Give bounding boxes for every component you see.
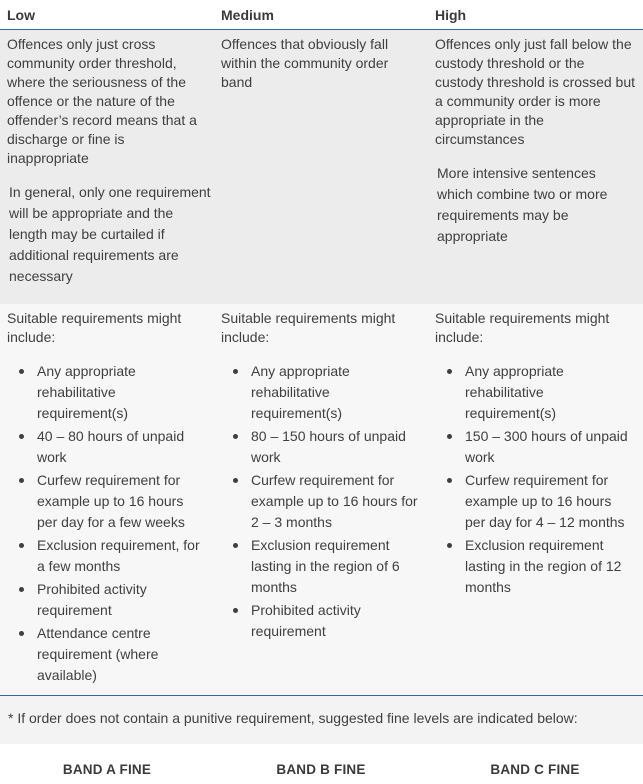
list-item: 150 – 300 hours of unpaid work	[435, 426, 635, 468]
requirements-medium-cell	[221, 309, 421, 644]
list-item: 80 – 150 hours of unpaid work	[221, 426, 421, 468]
description-medium-cell	[221, 35, 421, 92]
requirements-low-intro: Suitable requirements might include:	[7, 310, 182, 345]
description-row	[0, 30, 643, 304]
description-high-text: Offences only just fall below the custody threshold or the custody threshold is crossed but a community order is more appropriate in the circumstances	[435, 36, 635, 147]
description-high-extra: More intensive sentences which combine two or more requirements may be appropriate	[437, 165, 608, 244]
requirements-medium-intro: Suitable requirements might include:	[221, 310, 396, 345]
list-item: Any appropriate rehabilitative requirement(s)	[435, 361, 635, 424]
table-header-row	[0, 0, 643, 30]
requirements-low-cell	[7, 309, 207, 688]
list-item: 40 – 80 hours of unpaid work	[7, 426, 207, 468]
list-item: Prohibited activity requirement	[221, 600, 421, 642]
requirements-high-intro: Suitable requirements might include:	[435, 310, 610, 345]
band-c-fine: BAND C FINE	[490, 762, 580, 777]
band-a-fine: BAND A FINE	[62, 762, 152, 777]
list-item: Curfew requirement for example up to 16 hours per day for a few weeks	[7, 470, 207, 533]
list-item: Exclusion requirement lasting in the region of 12 months	[435, 535, 635, 598]
list-item: Exclusion requirement lasting in the region of 6 months	[221, 535, 421, 598]
requirements-low-list	[7, 361, 207, 686]
description-low-text: Offences only just cross community order threshold, where the seriousness of the offence or the nature of the offender’s record means that a discharge or fine is inappropriate	[7, 36, 197, 166]
description-low-extra: In general, only one requirement will be appropriate and the length may be curtailed if additional requirements are necessary	[9, 184, 211, 284]
description-high-cell	[435, 35, 635, 247]
description-low-cell	[7, 35, 211, 287]
fine-note-row	[0, 696, 643, 744]
list-item: Curfew requirement for example up to 16 hours for 2 – 3 months	[221, 470, 421, 533]
list-item: Exclusion requirement, for a few months	[7, 535, 207, 577]
header-medium: Medium	[221, 7, 274, 23]
fine-band-row	[0, 745, 643, 784]
list-item: Prohibited activity requirement	[7, 579, 207, 621]
requirements-high-cell	[435, 309, 635, 600]
header-high: High	[435, 7, 467, 23]
list-item: Any appropriate rehabilitative requirement(s)	[7, 361, 207, 424]
list-item: Curfew requirement for example up to 16 hours per day for 4 – 12 months	[435, 470, 635, 533]
fine-note: * If order does not contain a punitive requirement, suggested fine levels are indicated below:	[8, 710, 578, 726]
list-item: Any appropriate rehabilitative requirement(s)	[221, 361, 421, 424]
band-b-fine: BAND B FINE	[276, 762, 366, 777]
requirements-row	[0, 304, 643, 696]
list-item: Attendance centre requirement (where available)	[7, 623, 207, 686]
requirements-medium-list	[221, 361, 421, 642]
description-medium-text: Offences that obviously fall within the community order band	[221, 36, 389, 90]
requirements-high-list	[435, 361, 635, 598]
header-low: Low	[7, 7, 35, 23]
